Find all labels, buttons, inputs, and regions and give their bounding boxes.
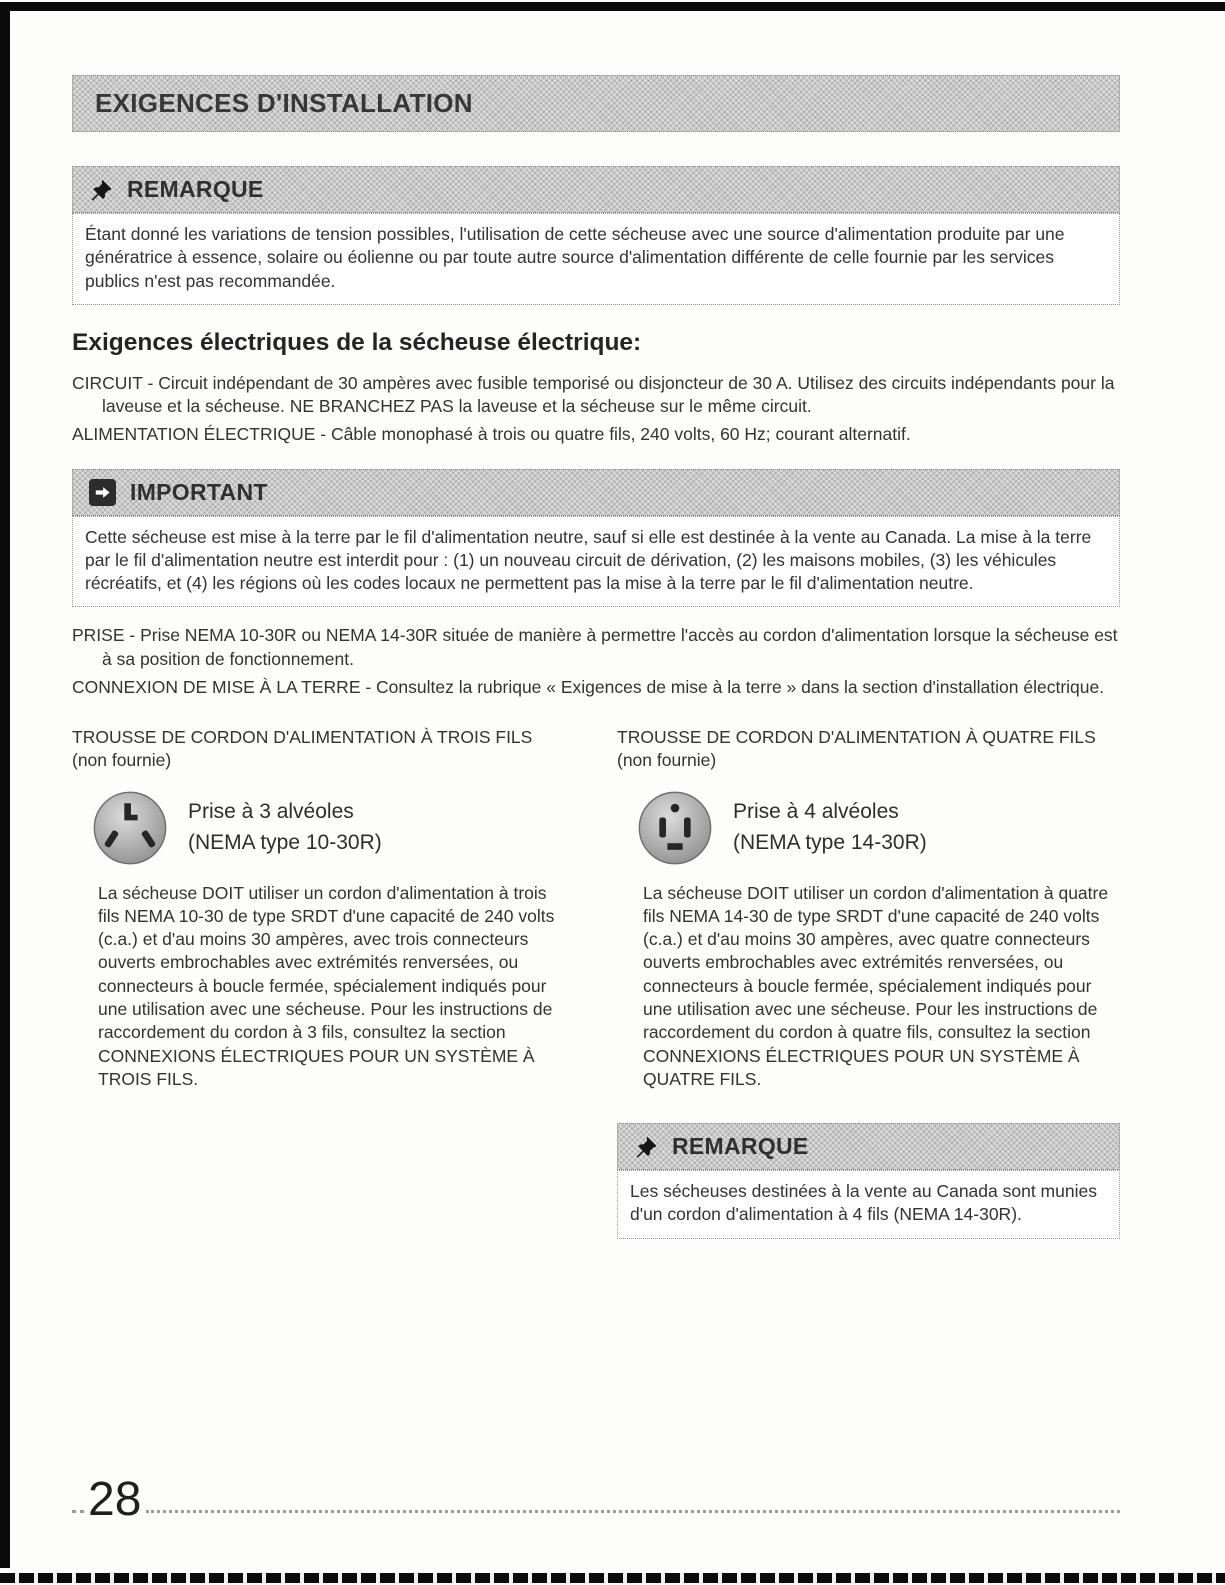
- circuit-paragraph: CIRCUIT - Circuit indépendant de 30 ampères avec fusible temporisé ou disjoncteur de 30 A. Utilisez des circuits indépendants pour la laveuse et la sécheuse. NE BRANCHEZ PAS la laveuse et la sécheuse sur le même circuit.: [72, 372, 1115, 417]
- outlet-4-prong-icon: [637, 790, 713, 866]
- footer-rule-right: [146, 1510, 1120, 1513]
- four-wire-title: [617, 726, 1120, 772]
- three-wire-title-line: TROUSSE DE CORDON D'ALIMENTATION À TROIS FILS: [72, 727, 533, 748]
- note-banner: [617, 1123, 1120, 1170]
- three-wire-title: [72, 726, 559, 772]
- note-body: Les sécheuses destinées à la vente au Canada sont munies d'un cordon d'alimentation à 4 fils (NEMA 14-30R).: [617, 1170, 1120, 1239]
- note-block-top: [72, 166, 1120, 305]
- manual-page: [10, 11, 1225, 1239]
- four-wire-column: [617, 726, 1120, 1238]
- three-wire-subtitle: (non fournie): [72, 749, 172, 770]
- four-wire-title-line: TROUSSE DE CORDON D'ALIMENTATION À QUATRE FILS: [617, 727, 1096, 748]
- arrow-right-icon: [89, 479, 116, 506]
- three-wire-outlet-row: [92, 790, 559, 866]
- pushpin-icon: [89, 178, 113, 202]
- three-wire-column: [72, 726, 559, 1238]
- outlet-nema-type: (NEMA type 10-30R): [188, 830, 382, 854]
- important-banner: [72, 469, 1120, 516]
- page-header-banner: [72, 75, 1120, 132]
- ground-paragraph: CONNEXION DE MISE À LA TERRE - Consultez la rubrique « Exigences de mise à la terre » dans la section d'installation électrique.: [72, 676, 1105, 697]
- four-wire-subtitle: (non fournie): [617, 749, 717, 770]
- outlet-name: Prise à 4 alvéoles: [733, 800, 899, 824]
- four-wire-outlet-row: [637, 790, 1120, 866]
- footer-rule-left: [72, 1510, 84, 1513]
- prise-paragraph: PRISE - Prise NEMA 10-30R ou NEMA 14-30R située de manière à permettre l'accès au cordon d'alimentation lorsque la sécheuse est à sa position de fonctionnement.: [72, 625, 1118, 669]
- page-title: EXIGENCES D'INSTALLATION: [95, 88, 473, 118]
- important-block: [72, 469, 1120, 608]
- four-wire-body: La sécheuse DOIT utiliser un cordon d'alimentation à quatre fils NEMA 14-30 de type SRDT d'une capacité de 240 volts (c.a.) et d'au moins 30 ampères, avec quatre connecteurs ouverts embrochables avec extrémités renversées, ou connecteurs à boucle fermée, spécialement indiqués pour une utilisation avec une sécheuse. Pour les instructions de raccordement du cordon à quatre fils, consultez la section CONNEXIONS ÉLECTRIQUES POUR UN SYSTÈME À QUATRE FILS.: [643, 882, 1109, 1089]
- page-border-left: [0, 2, 10, 1568]
- note-label: REMARQUE: [127, 176, 264, 202]
- outlet-nema-type: (NEMA type 14-30R): [733, 830, 927, 854]
- important-label: IMPORTANT: [130, 478, 268, 505]
- outlet-name: Prise à 3 alvéoles: [188, 800, 354, 824]
- three-wire-outlet-label: [188, 797, 382, 858]
- note-block-canada: [617, 1123, 1120, 1239]
- outlet-3-prong-icon: [92, 790, 168, 866]
- page-border-bottom: [0, 1573, 1225, 1583]
- four-wire-outlet-label: [733, 797, 927, 858]
- note-banner: [72, 166, 1120, 213]
- page-footer: [72, 1473, 1120, 1526]
- cord-kit-columns: [72, 726, 1120, 1238]
- section-heading: Exigences électriques de la sécheuse électrique:: [72, 328, 642, 356]
- pushpin-icon: [634, 1135, 658, 1159]
- page-number: 28: [88, 1473, 142, 1526]
- three-wire-body: La sécheuse DOIT utiliser un cordon d'alimentation à trois fils NEMA 10-30 de type SRDT d'une capacité de 240 volts (c.a.) et d'au moins 30 ampères, avec trois connecteurs ouverts embrochables avec extrémités renversées, ou connecteurs à boucle fermée, spécialement indiqués pour une utilisation avec une sécheuse. Pour les instructions de raccordement du cordon à 3 fils, consultez la section CONNEXIONS ÉLECTRIQUES POUR UN SYSTÈME À TROIS FILS.: [98, 882, 555, 1089]
- note-body: Étant donné les variations de tension possibles, l'utilisation de cette sécheuse avec une source d'alimentation produite par une génératrice à essence, solaire ou éolienne ou par toute autre source d'alimentation différente de celle fournie par les services publics n'est pas recommandée.: [72, 213, 1120, 305]
- page-border-top: [0, 2, 1225, 11]
- power-paragraph: ALIMENTATION ÉLECTRIQUE - Câble monophasé à trois ou quatre fils, 240 volts, 60 Hz; courant alternatif.: [72, 424, 911, 445]
- important-body: Cette sécheuse est mise à la terre par le fil d'alimentation neutre, sauf si elle est destinée à la vente au Canada. La mise à la terre par le fil d'alimentation neutre est interdit pour : (1) un nouveau circuit de dérivation, (2) les maisons mobiles, (3) les véhicules récréatifs, et (4) les régions où les codes locaux ne permettent pas la mise à la terre par le fil d'alimentation neutre.: [72, 516, 1120, 608]
- note-label: REMARQUE: [672, 1133, 809, 1160]
